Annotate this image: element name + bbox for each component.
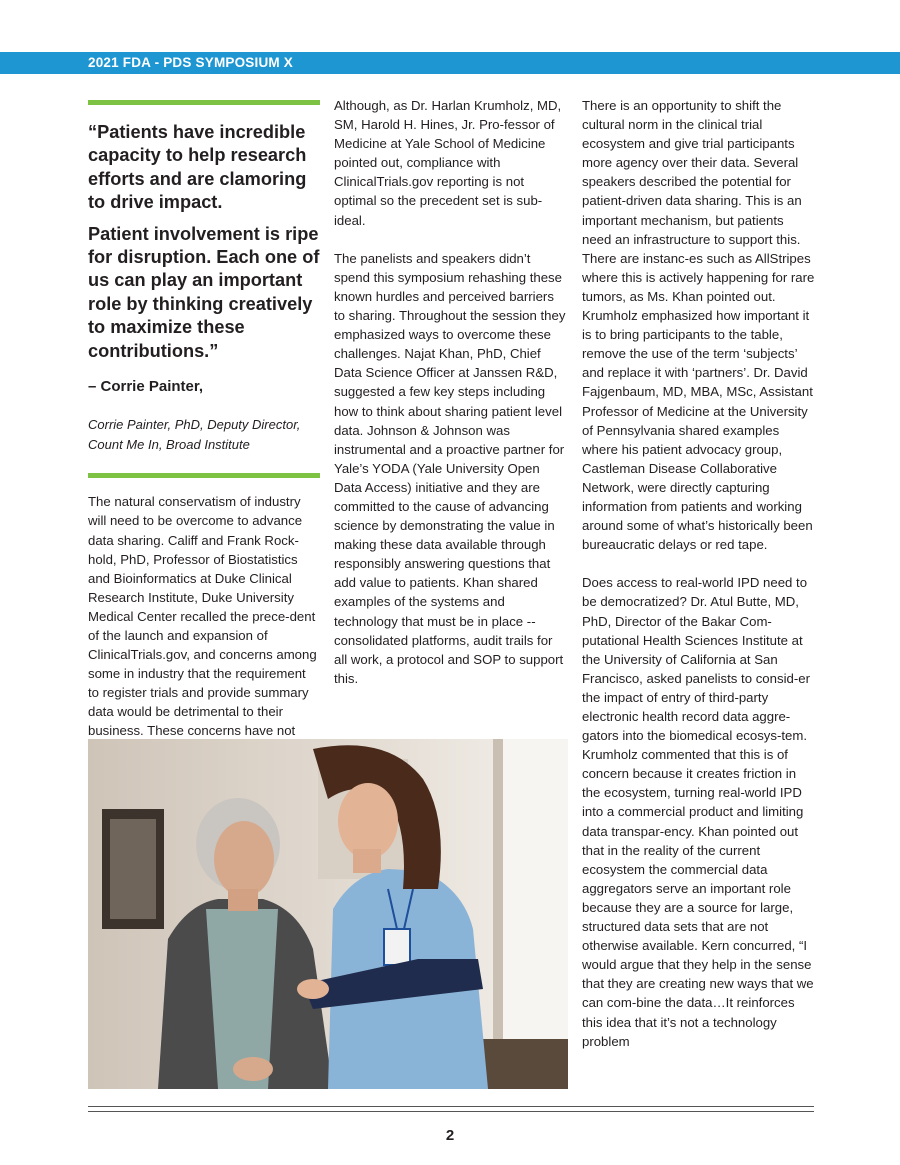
column-1-paragraph-1: The natural conservatism of industry will need to be overcome to advance data sharing. Califf and Frank Rock-hold, PhD, Professor of Biostatistics and Bioinformatics at Duke Clinical Research Institute, Duke University Medical Center recalled the prece-dent of the launch and expansion of ClinicalTrials.gov, and concerns among some in industry that the requirement to register trials and provide summary data would be detrimental to their business. These concerns have not	[88, 494, 317, 739]
header-bar	[0, 52, 900, 74]
quote-attribution-role: Corrie Painter, PhD, Deputy Director, Count Me In, Broad Institute	[88, 417, 301, 452]
pull-quote-line-2: Patient involvement is ripe for disruption. Each one of us can play an important role by thinking creatively to maximize these contributions.”	[88, 223, 320, 361]
pull-quote-line-1: “Patients have incredible capacity to help research efforts and are clamoring to drive impact.	[88, 122, 307, 213]
quote-top-rule	[88, 100, 320, 105]
footer-rule-top	[88, 1106, 814, 1107]
column-2-paragraph-2: The panelists and speakers didn’t spend this symposium rehashing these known hurdles and perceived barriers to sharing. Throughout the session they emphasized ways to overcome these challenges. Najat Khan, PhD, Chief Data Science Officer at Janssen R&D, suggested a few key steps including how to think about sharing patient level data. Johnson & Johnson was instrumental and a proactive partner for Yale’s YODA (Yale University Open Data Access) initiative and they are committed to the cause of advancing science by demonstrating the value in making these data available through responsibly answering questions that add value to patients. Khan shared examples of the systems and technology that must be in place -- consolidated platforms, audit trails for all work, a protocol and SOP to support this.	[334, 250, 566, 686]
column-2	[334, 96, 568, 688]
column-3	[582, 96, 816, 1051]
nurse-and-patient-photo	[88, 739, 568, 1089]
page-number: 2	[445, 1127, 455, 1144]
column-3-paragraph-1: There is an opportunity to shift the cultural norm in the clinical trial ecosystem and give trial participants more agency over their data. Several speakers described the potential for patient-driven data sharing. This is an important mechanism, but patients need an infrastructure to support this. There are instanc-es such as AllStripes where this is actively happening for rare tumors, as Ms. Khan pointed out. Krumholz emphasized how important it is to bring participants to the table, remove the use of the term ‘subjects’ and replace it with ‘partners’. Dr. David Fajgenbaum, MD, MBA, MSc, Assistant Professor of Medicine at the University of Pennsylvania shared examples where his patient advocacy group, Castleman Disease Collaborative Network, were directly capturing information from patients and working around some of what’s historically been bureaucratic delays or red tape.	[582, 98, 815, 553]
header-title: 2021 FDA - PDS SYMPOSIUM X	[88, 55, 293, 70]
quote-attribution-name: – Corrie Painter,	[88, 378, 204, 396]
photo-illustration	[88, 739, 568, 1089]
footer-rule-bottom	[88, 1111, 814, 1112]
column-1	[88, 100, 320, 760]
column-3-paragraph-2: Does access to real-world IPD need to be democratized? Dr. Atul Butte, MD, PhD, Director of the Bakar Com-putational Health Sciences Institute at the University of California at San Francisco, asked panelists to consid-er the impact of entry of third-party electronic health record data aggre-gators into the biomedical ecosys-tem. Krumholz commented that this is of concern because it creates friction in the ecosystem, turning real-world IPD into a commercial product and limiting data transpar-ency. Khan pointed out that in the reality of the current ecosystem the commercial data aggregators serve an important role because they are a source for large, structured data sets that are not otherwise available. Kern concurred, “I would argue that they help in the sense that they are creating new ways that we can com-bine the data…It reinforces this idea that it’s not a technology problem	[582, 575, 814, 1049]
pull-quote	[88, 121, 320, 363]
quote-bottom-rule	[88, 473, 320, 478]
column-2-paragraph-1: Although, as Dr. Harlan Krumholz, MD, SM, Harold H. Hines, Jr. Pro-fessor of Medicine at Yale School of Medicine pointed out, compliance with ClinicalTrials.gov reporting is not optimal so the precedent set is sub-ideal.	[334, 98, 562, 228]
